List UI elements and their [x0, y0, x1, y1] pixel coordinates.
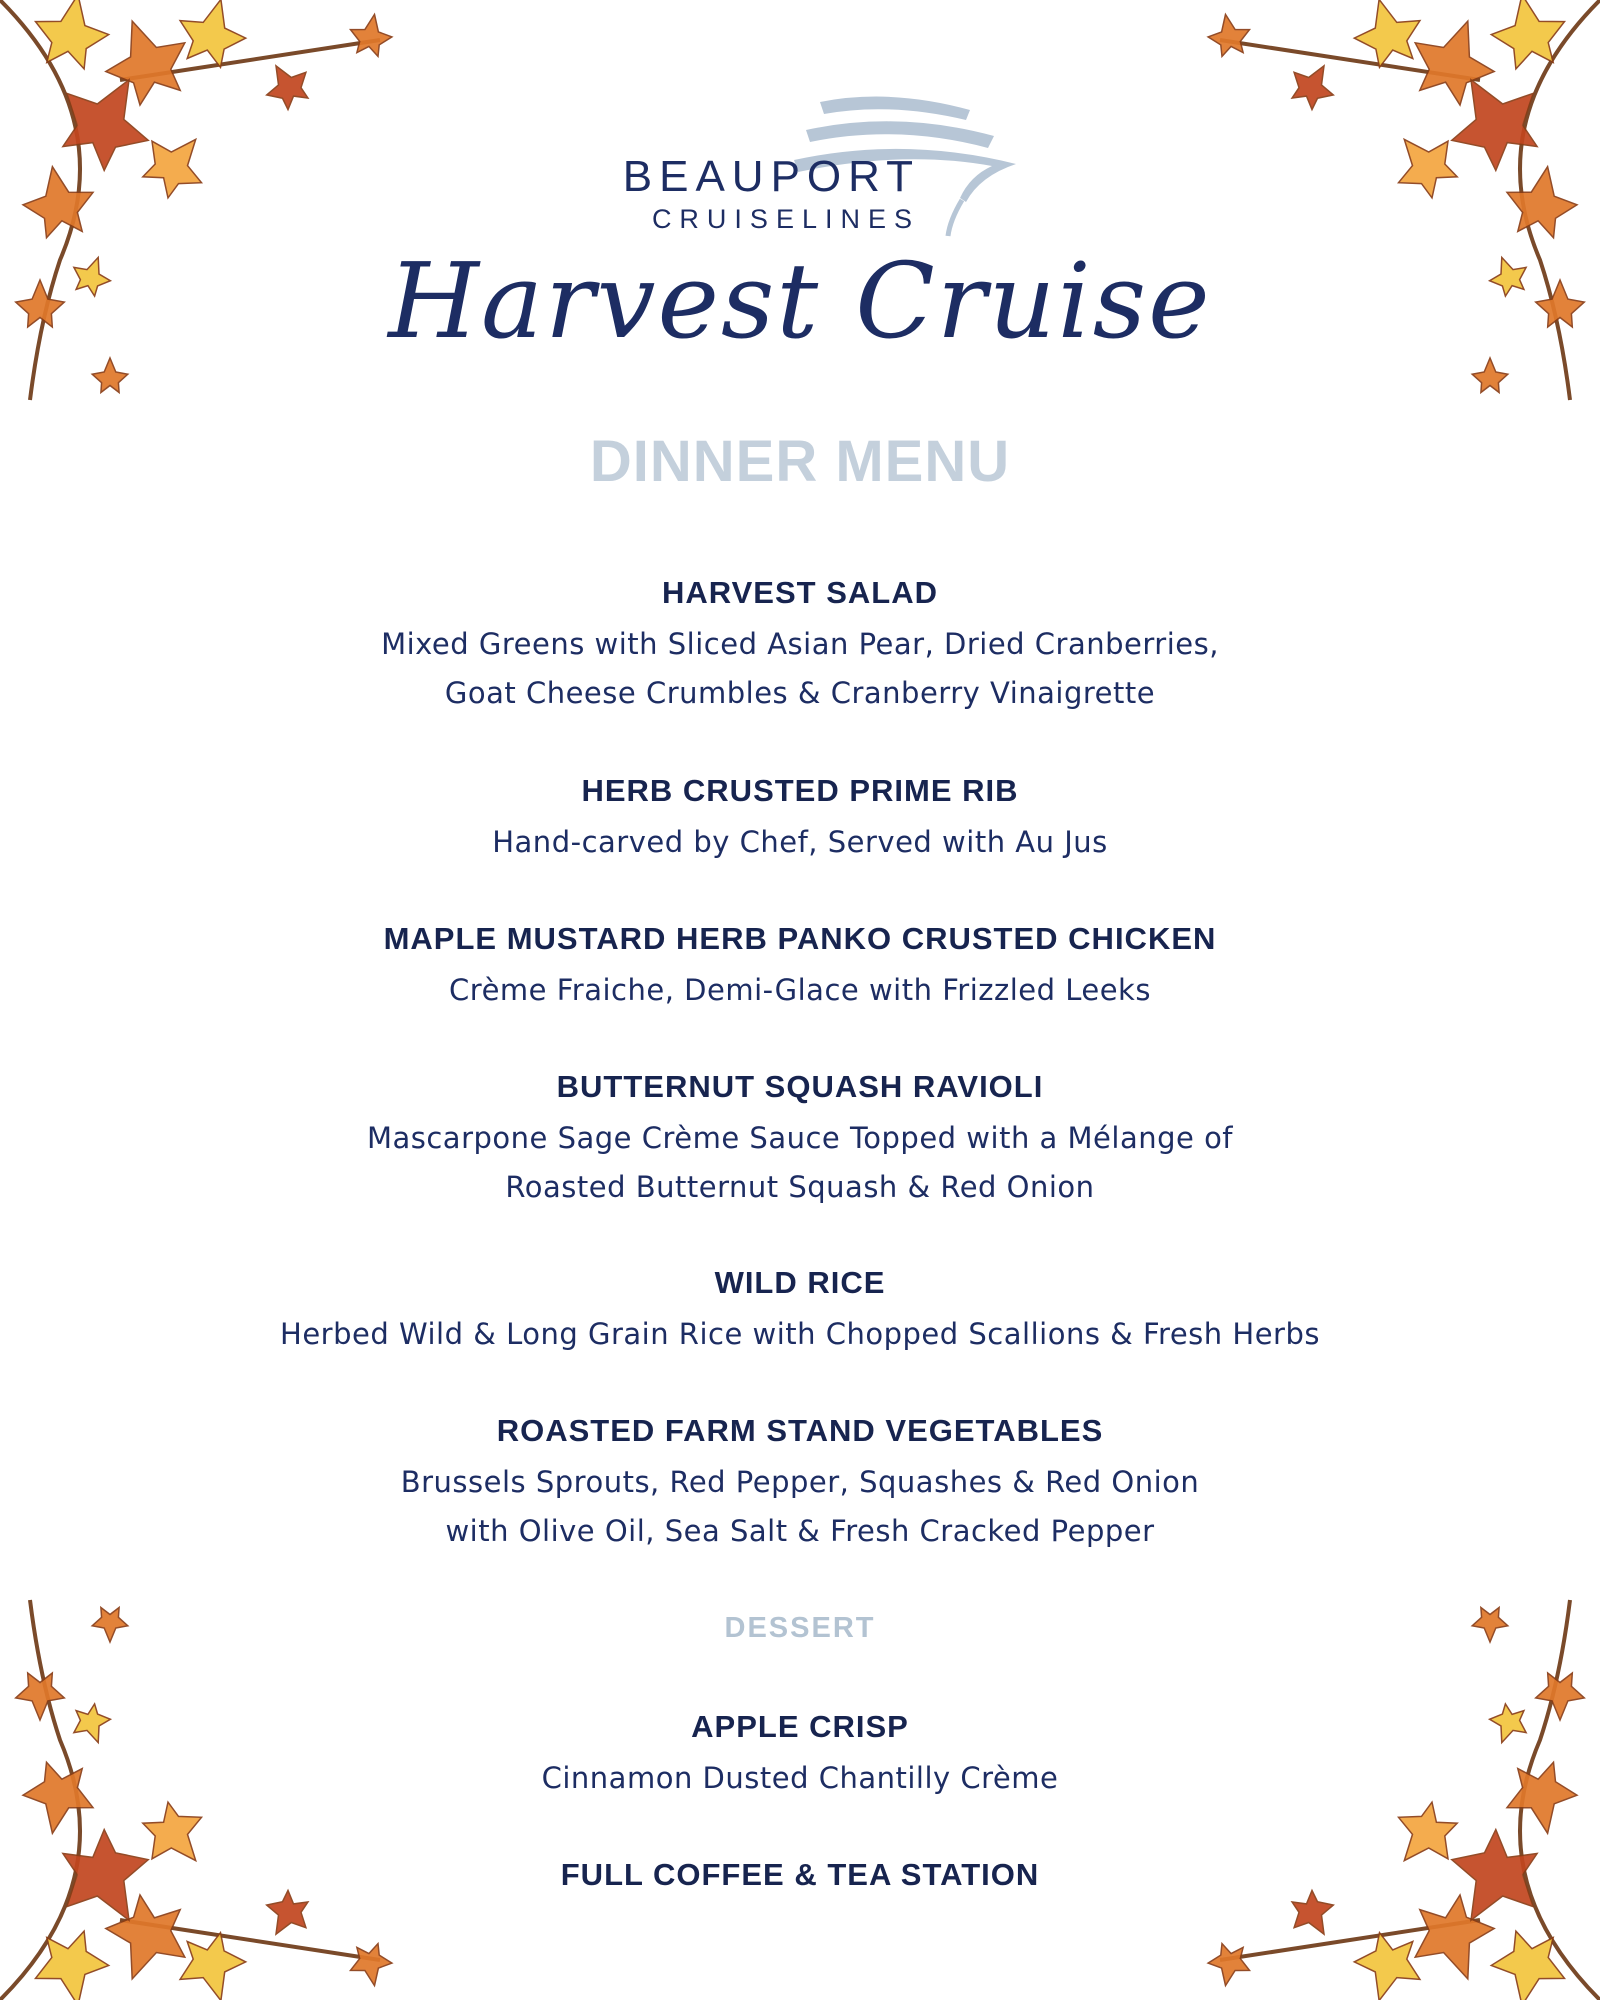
dessert-label: DESSERT — [724, 1612, 876, 1644]
menu-item — [200, 770, 1400, 867]
menu-item — [200, 1066, 1400, 1212]
menu-item-description — [200, 1310, 1400, 1359]
description-line: Crème Fraiche, Demi-Glace with Frizzled Leeks — [449, 973, 1151, 1007]
description-line: with Olive Oil, Sea Salt & Fresh Cracked Pepper — [445, 1514, 1155, 1548]
description-line: Goat Cheese Crumbles & Cranberry Vinaigrette — [444, 676, 1156, 710]
description-line: Hand-carved by Chef, Served with Au Jus — [492, 825, 1108, 859]
menu-item — [200, 1854, 1400, 1896]
menu-item — [200, 918, 1400, 1015]
description-line: Roasted Butternut Squash & Red Onion — [505, 1170, 1095, 1204]
menu-item — [200, 1262, 1400, 1359]
description-line: Herbed Wild & Long Grain Rice with Chopped Scallions & Fresh Herbs — [280, 1317, 1320, 1351]
menu-item-name: HERB CRUSTED PRIME RIB — [581, 773, 1019, 808]
description-line: Brussels Sprouts, Red Pepper, Squashes & Red Onion — [400, 1465, 1200, 1499]
description-line: Cinnamon Dusted Chantilly Crème — [541, 1761, 1059, 1795]
menu-item-description — [200, 1458, 1400, 1556]
menu-item — [200, 1410, 1400, 1556]
menu-item-description — [200, 620, 1400, 718]
brand-logo — [560, 80, 1040, 240]
menu-item-name: ROASTED FARM STAND VEGETABLES — [496, 1413, 1104, 1448]
menu-item-name: BUTTERNUT SQUASH RAVIOLI — [556, 1069, 1044, 1104]
description-line: Mixed Greens with Sliced Asian Pear, Dried Cranberries, — [381, 627, 1219, 661]
menu-item-name: APPLE CRISP — [691, 1709, 909, 1744]
menu-title: DINNER MENU — [589, 429, 1011, 494]
event-title: Harvest Cruise — [388, 240, 1212, 362]
maple-leaves-icon — [1140, 0, 1600, 460]
maple-leaves-icon — [0, 0, 460, 460]
menu-item-description — [200, 1114, 1400, 1212]
brand-name: BEAUPORT — [622, 152, 920, 201]
menu-item-name: HARVEST SALAD — [662, 575, 938, 610]
brand-subtitle: CRUISELINES — [651, 204, 920, 234]
menu-item — [200, 1706, 1400, 1803]
menu-item-name: WILD RICE — [714, 1265, 886, 1300]
menu-item — [200, 572, 1400, 718]
menu-item-name: FULL COFFEE & TEA STATION — [560, 1857, 1040, 1892]
menu-item-description — [200, 818, 1400, 867]
menu-item-name: MAPLE MUSTARD HERB PANKO CRUSTED CHICKEN — [383, 921, 1217, 956]
description-line: Mascarpone Sage Crème Sauce Topped with a Mélange of — [366, 1121, 1234, 1155]
menu-item-description — [200, 1754, 1400, 1803]
menu-item-description — [200, 966, 1400, 1015]
